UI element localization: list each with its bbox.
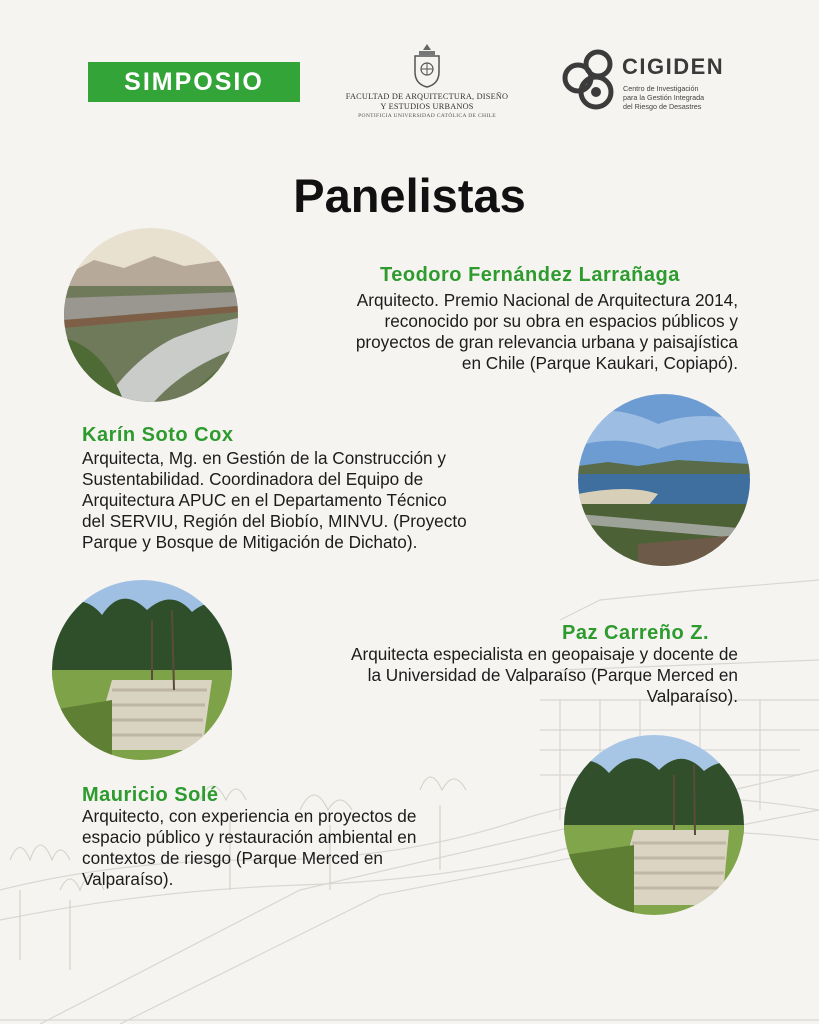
panelist-4-name: Mauricio Solé: [82, 784, 219, 806]
terraced-park-photo-icon: [564, 735, 744, 915]
cigiden-logo-icon: [560, 48, 620, 114]
university-crest-icon: [410, 42, 444, 88]
panelist-3-description: Arquitecta especialista en geopaisaje y docente de la Universidad de Valparaíso (Parque Merced en Valparaíso).: [351, 644, 738, 706]
page-title: Panelistas: [293, 169, 526, 222]
terraced-park-photo-icon: [52, 580, 232, 760]
panelist-4-description: Arquitecto, con experiencia en proyectos de espacio público y restauración ambiental en contextos de riesgo (Parque Merced en Valparaíso).: [82, 806, 417, 889]
panelist-2-name: Karín Soto Cox: [82, 424, 234, 446]
panelist-1-description: Arquitecto. Premio Nacional de Arquitectura 2014, reconocido por su obra en espacios públicos y proyectos de gran relevancia urbana y paisajística en Chile (Parque Kaukari, Copiapó).: [355, 290, 738, 373]
faculty-logo: [338, 42, 516, 120]
cigiden-subtitle: Centro de Investigación para la Gestión Integrada del Riesgo de Desastres: [623, 84, 705, 111]
faculty-name-line2: Y ESTUDIOS URBANOS: [380, 102, 474, 111]
river-park-photo-icon: [64, 228, 238, 402]
coastal-bay-photo-icon: [578, 394, 750, 566]
panelist-3-photo: [52, 580, 232, 760]
simposio-badge: SIMPOSIO: [88, 62, 300, 102]
panelist-2-description: Arquitecta, Mg. en Gestión de la Construcción y Sustentabilidad. Coordinadora del Equipo de Arquitectura APUC en el Departamento Técnico del SERVIU, Región del Biobío, MINVU. (Proyecto Parque y Bosque de Mitigación de Dichato).: [82, 448, 467, 552]
faculty-name-line1: FACULTAD DE ARQUITECTURA, DISEÑO: [345, 92, 509, 101]
panelist-3-name: Paz Carreño Z.: [562, 622, 710, 644]
panelist-1-photo: [64, 228, 238, 402]
panelist-4-photo: [564, 735, 744, 915]
university-name: PONTIFICIA UNIVERSIDAD CATÓLICA DE CHILE: [358, 113, 496, 119]
cigiden-name: CIGIDEN: [622, 54, 725, 79]
panelist-2-photo: [578, 394, 750, 566]
panelist-1-name: Teodoro Fernández Larrañaga: [380, 264, 680, 286]
